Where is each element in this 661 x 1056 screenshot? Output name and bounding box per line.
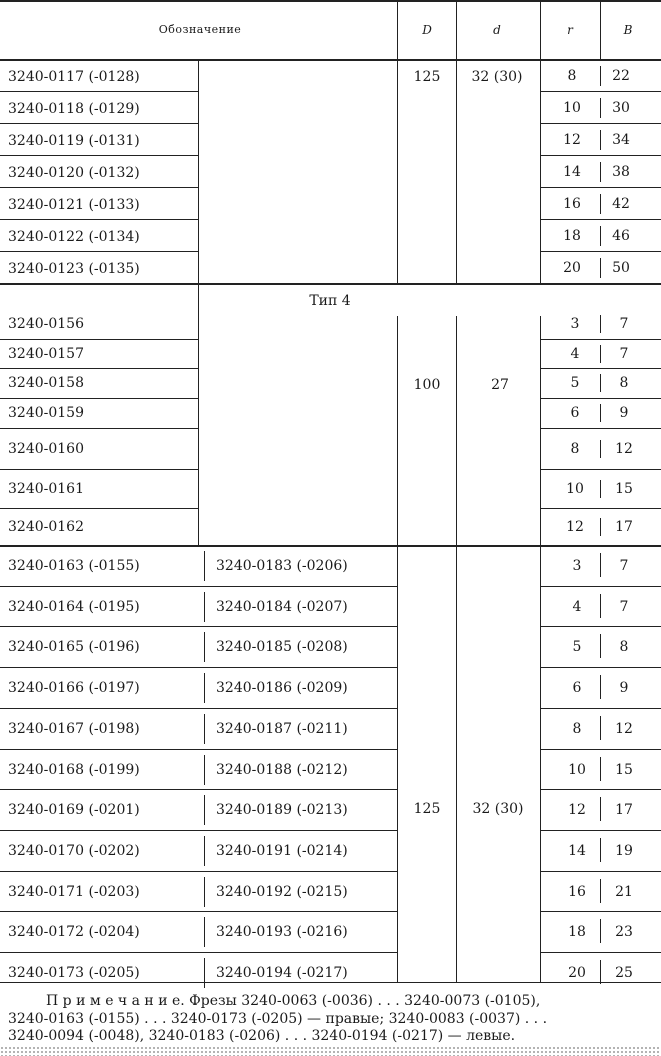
r-B-divider <box>600 675 601 699</box>
designation-cell-left: 3240-0169 (-0201) <box>8 802 140 819</box>
row-divider <box>0 830 398 831</box>
r-value: 4 <box>572 598 582 615</box>
designation-cell-right: 3240-0184 (-0207) <box>216 598 348 615</box>
note-line-1: П р и м е ч а н и е. Фрезы 3240-0063 (-0036) . . . 3240-0073 (-0105), <box>46 993 541 1009</box>
r-value: 3 <box>572 558 582 574</box>
row-divider <box>540 469 661 470</box>
section3-d: 32 (30) <box>472 801 524 817</box>
r-B-divider <box>600 226 601 246</box>
designation-cell-left: 3240-0171 (-0203) <box>8 883 140 900</box>
B-value: 50 <box>612 260 630 276</box>
column-divider <box>540 316 541 545</box>
B-value: 9 <box>619 680 629 697</box>
designation-split <box>204 958 205 988</box>
row-divider <box>0 187 198 188</box>
designation-cell: 3240-0122 (-0134) <box>8 229 140 245</box>
row-divider <box>540 626 661 627</box>
designation-cell: 3240-0118 (-0129) <box>8 101 140 117</box>
row-divider <box>540 251 661 252</box>
r-B-divider <box>600 757 601 781</box>
r-B-divider <box>600 838 601 862</box>
designation-split <box>204 632 205 662</box>
r-B-divider <box>600 98 601 118</box>
section1-d: 32 (30) <box>471 69 523 85</box>
row-divider <box>540 586 661 587</box>
designation-split <box>204 795 205 825</box>
column-divider <box>456 545 457 982</box>
r-value: 5 <box>572 639 582 656</box>
B-value: 23 <box>615 924 633 941</box>
r-B-divider <box>600 404 601 422</box>
B-value: 22 <box>612 68 630 84</box>
r-value: 6 <box>570 405 580 421</box>
header-designation: Обозначение <box>158 23 242 36</box>
section2-bottom-border <box>0 545 661 547</box>
designation-cell-right: 3240-0187 (-0211) <box>216 720 348 737</box>
row-divider <box>0 871 398 872</box>
row-divider <box>0 219 198 220</box>
r-value: 20 <box>568 965 586 981</box>
row-divider <box>0 667 398 668</box>
designation-cell-left: 3240-0172 (-0204) <box>8 924 140 941</box>
row-divider <box>0 251 198 252</box>
r-value: 16 <box>568 883 586 900</box>
r-B-divider <box>600 594 601 618</box>
B-value: 34 <box>612 132 630 148</box>
r-value: 12 <box>566 518 584 535</box>
r-value: 8 <box>572 720 582 737</box>
r-B-divider <box>600 374 601 392</box>
r-B-divider <box>600 130 601 150</box>
designation-cell: 3240-0120 (-0132) <box>8 165 140 181</box>
section2-title: Тип 4 <box>309 293 351 309</box>
r-B-divider <box>600 879 601 903</box>
designation-cell: 3240-0161 <box>8 480 84 497</box>
row-divider <box>540 123 661 124</box>
table-top-border <box>0 0 661 2</box>
row-divider <box>0 91 198 92</box>
B-value: 8 <box>619 375 629 391</box>
r-value: 18 <box>568 924 586 941</box>
row-divider <box>540 749 661 750</box>
row-divider <box>0 398 198 399</box>
r-value: 8 <box>570 440 580 457</box>
row-divider <box>0 368 198 369</box>
r-value: 14 <box>563 164 581 180</box>
column-divider <box>397 316 398 545</box>
designation-cell-left: 3240-0163 (-0155) <box>8 558 140 574</box>
r-B-divider <box>600 919 601 943</box>
row-divider <box>540 187 661 188</box>
row-divider <box>540 219 661 220</box>
r-B-divider <box>600 440 601 458</box>
row-divider <box>0 155 198 156</box>
designation-cell: 3240-0158 <box>8 375 84 391</box>
B-value: 30 <box>612 100 630 116</box>
designation-cell-right: 3240-0192 (-0215) <box>216 883 348 900</box>
designation-split <box>204 877 205 907</box>
B-value: 9 <box>619 405 629 421</box>
designation-split <box>204 592 205 622</box>
r-B-divider <box>600 162 601 182</box>
section2-d: 27 <box>491 377 509 393</box>
r-value: 6 <box>572 680 582 697</box>
designation-cell-right: 3240-0186 (-0209) <box>216 680 348 697</box>
header-D: D <box>422 23 432 37</box>
row-divider <box>0 428 198 429</box>
designation-cell-right: 3240-0194 (-0217) <box>216 965 348 981</box>
row-divider <box>540 398 661 399</box>
row-divider <box>540 789 661 790</box>
designation-cell: 3240-0162 <box>8 518 84 535</box>
designation-cell-left: 3240-0170 (-0202) <box>8 842 140 859</box>
B-value: 38 <box>612 164 630 180</box>
B-value: 12 <box>615 440 633 457</box>
r-value: 18 <box>563 228 581 244</box>
r-B-divider <box>600 315 601 333</box>
B-value: 8 <box>619 639 629 656</box>
designation-cell-right: 3240-0183 (-0206) <box>216 558 348 574</box>
r-value: 8 <box>567 68 577 84</box>
designation-cell: 3240-0121 (-0133) <box>8 197 140 213</box>
r-B-divider <box>600 797 601 821</box>
row-divider <box>0 789 398 790</box>
row-divider <box>540 952 661 953</box>
row-divider <box>0 749 398 750</box>
designation-cell-left: 3240-0164 (-0195) <box>8 598 140 615</box>
column-divider <box>600 0 601 59</box>
B-value: 25 <box>615 965 633 981</box>
designation-split <box>204 551 205 581</box>
row-divider <box>540 508 661 509</box>
row-divider <box>0 952 398 953</box>
row-divider <box>540 911 661 912</box>
header-d: d <box>493 23 501 37</box>
r-value: 12 <box>568 802 586 819</box>
scan-edge-dots <box>0 1046 661 1056</box>
column-divider <box>397 59 398 283</box>
B-value: 19 <box>615 842 633 859</box>
column-divider <box>540 0 541 59</box>
B-value: 7 <box>619 345 629 362</box>
column-divider <box>540 545 541 982</box>
designation-cell-right: 3240-0185 (-0208) <box>216 639 348 656</box>
r-value: 4 <box>570 345 580 362</box>
designation-cell-left: 3240-0167 (-0198) <box>8 720 140 737</box>
row-divider <box>0 339 198 340</box>
designation-cell-right: 3240-0193 (-0216) <box>216 924 348 941</box>
designation-cell-right: 3240-0189 (-0213) <box>216 802 348 819</box>
r-value: 3 <box>570 315 580 332</box>
r-value: 5 <box>570 375 580 391</box>
designation-cell-right: 3240-0191 (-0214) <box>216 842 348 859</box>
B-value: 42 <box>612 196 630 212</box>
r-value: 10 <box>568 761 586 778</box>
designation-cell-left: 3240-0168 (-0199) <box>8 761 140 778</box>
designation-cell: 3240-0160 <box>8 440 84 457</box>
r-B-divider <box>600 518 601 536</box>
r-value: 16 <box>563 196 581 212</box>
B-value: 15 <box>615 480 633 497</box>
B-value: 7 <box>619 558 629 574</box>
section2-D: 100 <box>413 377 441 393</box>
column-divider <box>456 59 457 283</box>
designation-split <box>204 673 205 703</box>
designation-cell-right: 3240-0188 (-0212) <box>216 761 348 778</box>
column-divider <box>198 283 199 545</box>
column-divider <box>540 59 541 283</box>
B-value: 46 <box>612 228 630 244</box>
row-divider <box>540 155 661 156</box>
row-divider <box>0 586 398 587</box>
r-value: 20 <box>563 260 581 276</box>
designation-cell: 3240-0119 (-0131) <box>8 133 140 149</box>
B-value: 12 <box>615 720 633 737</box>
r-value: 12 <box>563 132 581 148</box>
B-value: 17 <box>615 802 633 819</box>
r-B-divider <box>600 634 601 658</box>
column-divider <box>397 0 398 59</box>
r-B-divider <box>600 480 601 498</box>
row-divider <box>0 508 198 509</box>
designation-split <box>204 714 205 744</box>
row-divider <box>540 830 661 831</box>
designation-cell: 3240-0117 (-0128) <box>8 69 140 85</box>
row-divider <box>0 626 398 627</box>
row-divider <box>540 368 661 369</box>
designation-cell-left: 3240-0165 (-0196) <box>8 639 140 656</box>
designation-cell-left: 3240-0173 (-0205) <box>8 965 140 981</box>
header-B: B <box>623 23 633 37</box>
r-B-divider <box>600 553 601 577</box>
column-divider <box>397 545 398 982</box>
designation-cell: 3240-0156 <box>8 315 84 332</box>
column-divider <box>456 0 457 59</box>
B-value: 17 <box>615 518 633 535</box>
B-value: 7 <box>619 598 629 615</box>
section1-bottom-border <box>0 283 661 285</box>
designation-split <box>204 836 205 866</box>
r-B-divider <box>600 960 601 984</box>
r-B-divider <box>600 716 601 740</box>
r-B-divider <box>600 194 601 214</box>
r-B-divider <box>600 66 601 86</box>
r-value: 10 <box>566 480 584 497</box>
header-r: r <box>567 23 573 37</box>
row-divider <box>540 871 661 872</box>
row-divider <box>540 667 661 668</box>
table-bottom-border <box>0 982 661 983</box>
designation-split <box>204 755 205 785</box>
designation-cell-left: 3240-0166 (-0197) <box>8 680 140 697</box>
r-B-divider <box>600 345 601 363</box>
row-divider <box>540 339 661 340</box>
note-line-3: 3240-0094 (-0048), 3240-0183 (-0206) . . . 3240-0194 (-0217) — левые. <box>8 1028 516 1044</box>
B-value: 15 <box>615 761 633 778</box>
row-divider <box>0 123 198 124</box>
row-divider <box>540 428 661 429</box>
row-divider <box>540 708 661 709</box>
B-value: 7 <box>619 315 629 332</box>
row-divider <box>0 911 398 912</box>
designation-cell: 3240-0157 <box>8 345 84 362</box>
section1-D: 125 <box>413 69 441 85</box>
row-divider <box>0 708 398 709</box>
header-bottom-border <box>0 59 661 61</box>
section3-D: 125 <box>413 801 441 817</box>
r-value: 10 <box>563 100 581 116</box>
column-divider <box>198 59 199 283</box>
designation-cell: 3240-0123 (-0135) <box>8 261 140 277</box>
column-divider <box>456 316 457 545</box>
row-divider <box>0 469 198 470</box>
designation-cell: 3240-0159 <box>8 405 84 421</box>
designation-split <box>204 917 205 947</box>
row-divider <box>540 91 661 92</box>
r-value: 14 <box>568 842 586 859</box>
r-B-divider <box>600 258 601 278</box>
note-line-2: 3240-0163 (-0155) . . . 3240-0173 (-0205) — правые; 3240-0083 (-0037) . . . <box>8 1011 548 1027</box>
B-value: 21 <box>615 883 633 900</box>
